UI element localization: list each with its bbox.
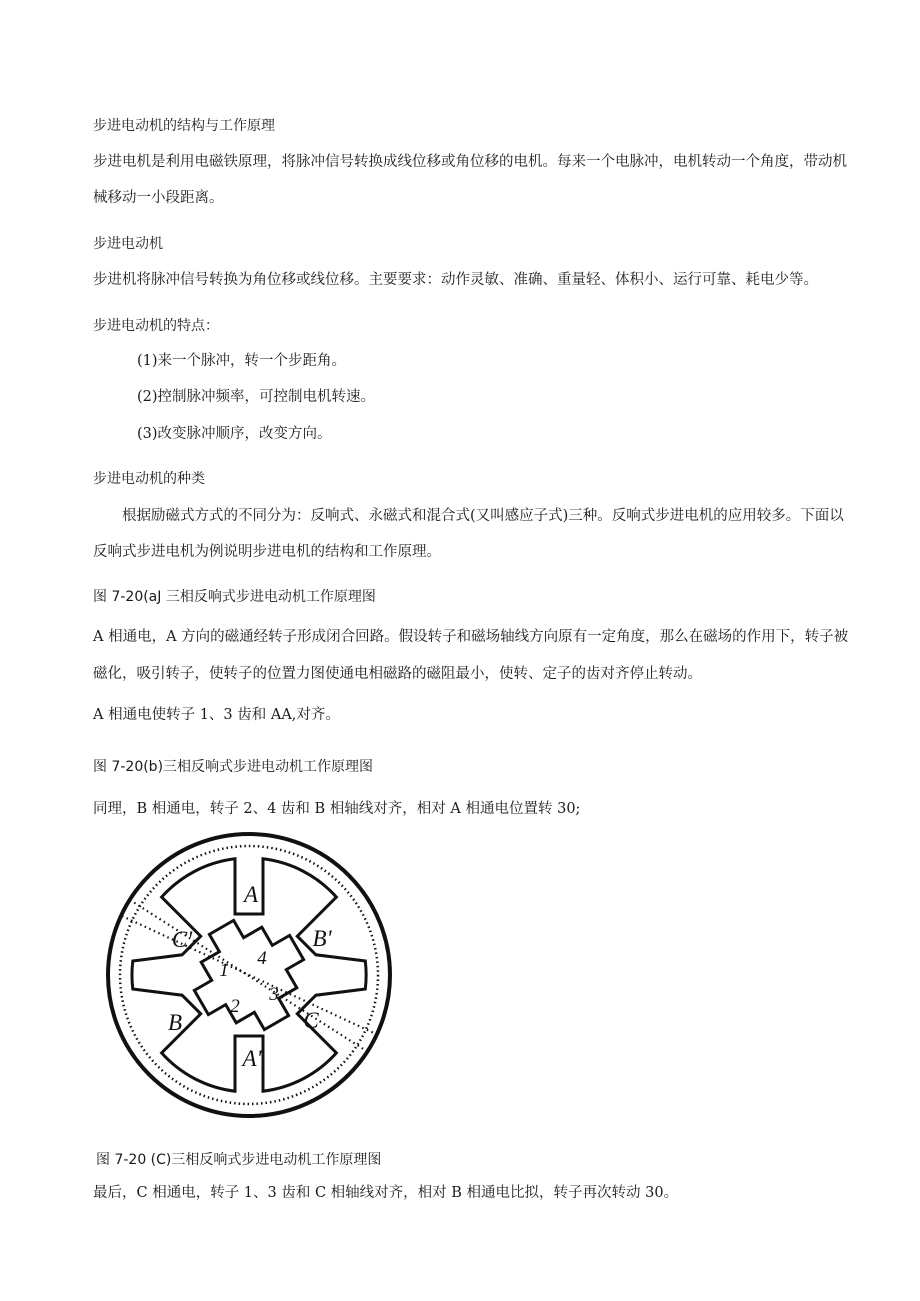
label-tooth-4: 4: [257, 948, 267, 969]
feature-item-2: (2)控制脉冲频率，可控制电机转速。: [137, 389, 376, 405]
para-phase-b: 同理，B 相通电，转子 2、4 齿和 B 相轴线对齐，相对 A 相通电位置转 30;: [93, 801, 581, 817]
caption-figure-c: 图 7-20 (C)三相反响式步进电动机工作原理图: [96, 1152, 382, 1168]
feature-item-3: (3)改变脉冲顺序，改变方向。: [137, 426, 332, 442]
label-pole-b-prime: B': [312, 926, 332, 951]
caption-figure-a: 图 7-20(aJ 三相反响式步进电动机工作原理图: [93, 589, 376, 605]
heading-types: 步进电动机的种类: [93, 471, 205, 487]
para-phase-a-line2: 磁化，吸引转子，使转子的位置力图使通电相磁路的磁阻最小，使转、定子的齿对齐停止转动。: [93, 666, 702, 682]
para-phase-a-align: A 相通电使转子 1、3 齿和 AA,对齐。: [93, 707, 340, 723]
para-types-line2: 反响式步进电机为例说明步进电机的结构和工作原理。: [93, 544, 441, 560]
label-pole-c: C: [303, 1008, 319, 1033]
heading-features: 步进电动机的特点：: [93, 318, 219, 334]
para-phase-a-line1: A 相通电，A 方向的磁通经转子形成闭合回路。假设转子和磁场轴线方向原有一定角度，那么在磁场的作用下，转子被: [93, 629, 849, 645]
label-tooth-2: 2: [230, 996, 240, 1017]
label-pole-c-prime: C': [171, 927, 193, 952]
para-intro-line1: 步进电机是利用电磁铁原理，将脉冲信号转换成线位移或角位移的电机。每来一个电脉冲，电机转动一个角度，带动机: [93, 154, 847, 170]
label-pole-a: A: [243, 882, 259, 907]
label-tooth-3: 3: [269, 984, 279, 1005]
feature-item-1: (1)来一个脉冲，转一个步距角。: [137, 353, 347, 369]
heading-structure-principle: 步进电动机的结构与工作原理: [93, 118, 275, 134]
label-tooth-1: 1: [219, 960, 229, 981]
stepper-motor-diagram: [104, 830, 394, 1120]
caption-figure-b: 图 7-20(b)三相反响式步进电动机工作原理图: [93, 759, 374, 775]
para-phase-c: 最后，C 相通电，转子 1、3 齿和 C 相轴线对齐，相对 B 相通电比拟，转子再次转动 30。: [93, 1185, 679, 1201]
label-pole-a-prime: A': [242, 1046, 262, 1071]
label-pole-b: B: [167, 1010, 183, 1035]
para-requirements: 步进机将脉冲信号转换为角位移或线位移。主要要求：动作灵敏、准确、重量轻、体积小、运行可靠、耗电少等。: [93, 272, 818, 288]
heading-stepper-motor: 步进电动机: [93, 236, 163, 252]
para-types-line1: 根据励磁式方式的不同分为：反响式、永磁式和混合式(又叫感应子式)三种。反响式步进电机的应用较多。下面以: [122, 508, 844, 524]
para-intro-line2: 械移动一小段距离。: [93, 190, 224, 206]
